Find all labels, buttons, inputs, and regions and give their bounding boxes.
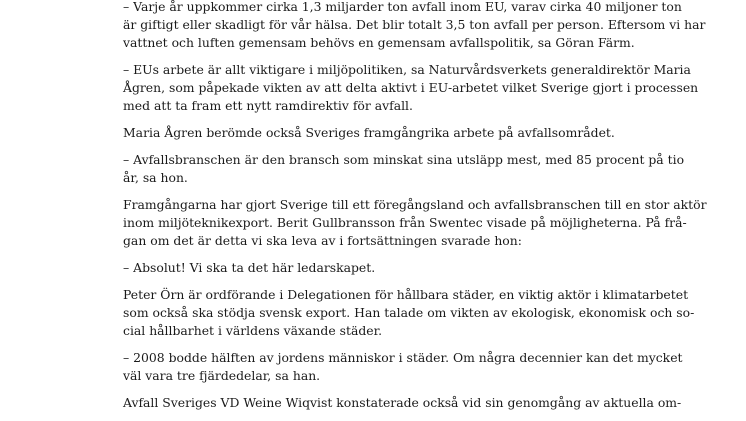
text-line: som också ska stödja svensk export. Han talade om vikten av ekologisk, ekonomisk och so- <box>123 305 695 320</box>
text-line: år, sa hon. <box>123 170 188 185</box>
text-line: – EUs arbete är allt viktigare i miljöpolitiken, sa Naturvårdsverkets generaldirektör Maria <box>123 62 691 77</box>
text-line: väl vara tre fjärdedelar, sa han. <box>123 368 321 383</box>
text-line: – Absolut! Vi ska ta det här ledarskapet. <box>123 260 376 275</box>
text-line: Framgångarna har gjort Sverige till ett föregångsland och avfallsbranschen till en stor aktör <box>123 197 707 212</box>
text-line: – 2008 bodde hälften av jordens människor i städer. Om några decennier kan det mycket <box>123 350 683 365</box>
text-line: vattnet och luften gemensam behövs en gemensam avfallspolitik, sa Göran Färm. <box>123 35 635 50</box>
paragraph-5 <box>123 196 723 250</box>
text-line: inom miljöteknikexport. Berit Gullbransson från Swentec visade på möjligheterna. På frå- <box>123 215 687 230</box>
text-line: – Varje år uppkommer cirka 1,3 miljarder ton avfall inom EU, varav cirka 40 miljoner ton <box>123 0 682 14</box>
paragraph-6 <box>123 259 723 277</box>
text-line: är giftigt eller skadligt för vår hälsa. Det blir totalt 3,5 ton avfall per person. Eftersom vi har <box>123 17 706 32</box>
paragraph-7 <box>123 286 723 340</box>
text-line: gan om det är detta vi ska leva av i fortsättningen svarade hon: <box>123 233 522 248</box>
text-line: Maria Ågren berömde också Sveriges framgångrika arbete på avfallsområdet. <box>123 125 615 140</box>
paragraph-2 <box>123 61 723 115</box>
text-line: Peter Örn är ordförande i Delegationen för hållbara städer, en viktig aktör i klimatarbetet <box>123 287 689 302</box>
paragraph-1 <box>123 0 723 52</box>
text-line: med att ta fram ett nytt ramdirektiv för avfall. <box>123 98 413 113</box>
paragraph-4 <box>123 151 723 187</box>
text-line: Ågren, som påpekade vikten av att delta aktivt i EU-arbetet vilket Sverige gjort i processen <box>123 80 699 95</box>
text-line: cial hållbarhet i världens växande städer. <box>123 323 383 338</box>
paragraph-8 <box>123 349 723 385</box>
paragraph-3 <box>123 124 723 142</box>
document-page <box>123 0 723 421</box>
text-line: Avfall Sveriges VD Weine Wiqvist konstaterade också vid sin genomgång av aktuella om- <box>123 395 682 410</box>
paragraph-9 <box>123 394 723 412</box>
text-line: – Avfallsbranschen är den bransch som minskat sina utsläpp mest, med 85 procent på tio <box>123 152 685 167</box>
